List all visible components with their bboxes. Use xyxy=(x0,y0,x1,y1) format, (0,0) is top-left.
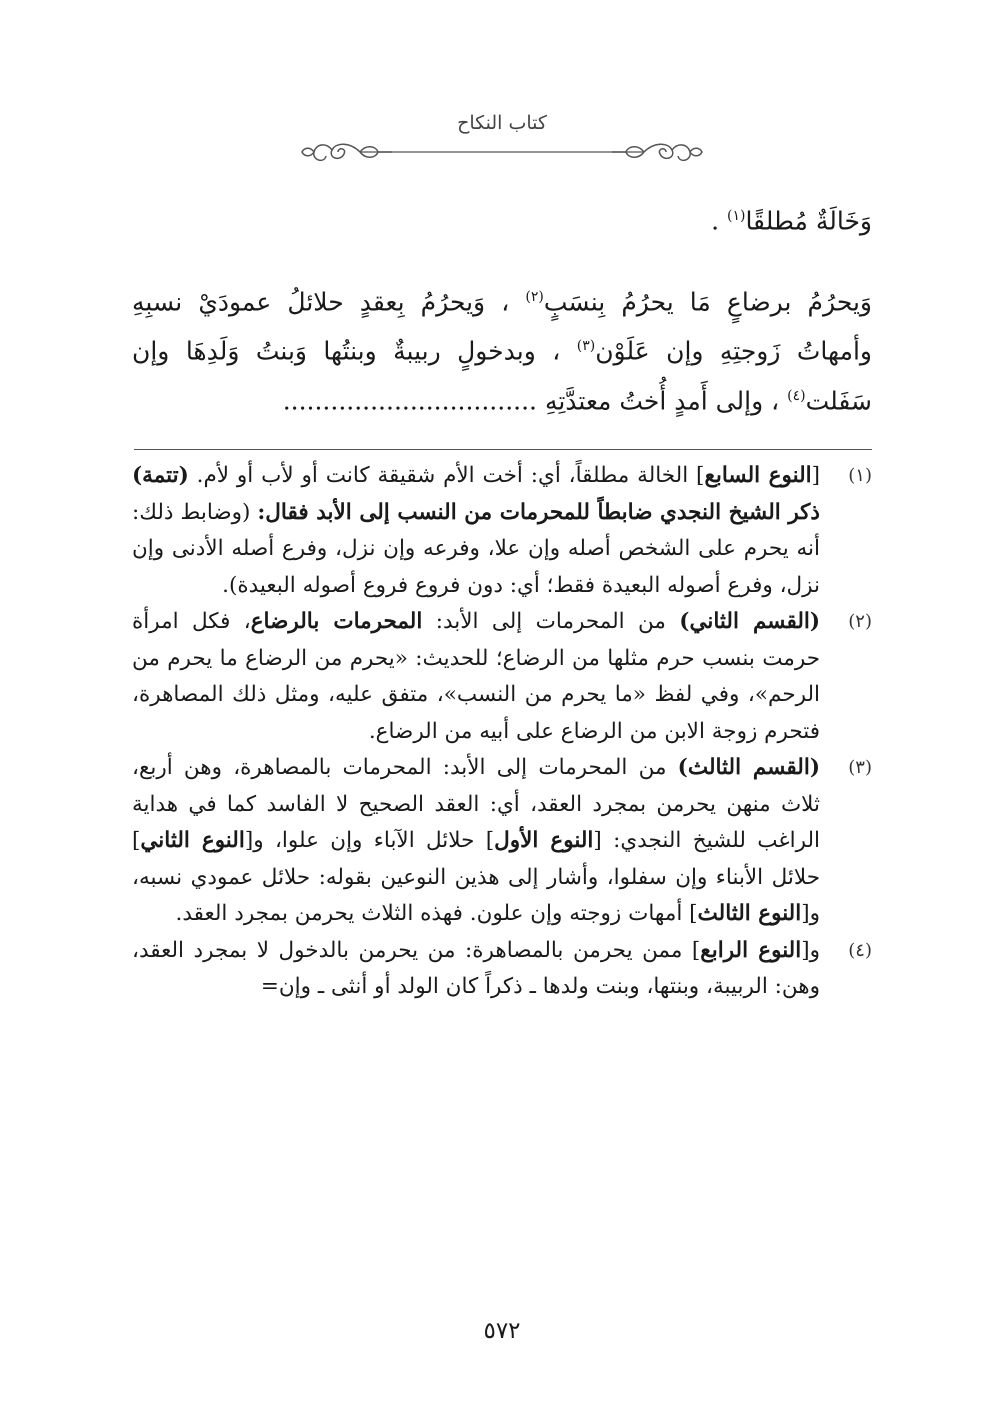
footnote-ref-3: (٣) xyxy=(576,338,596,355)
footnote-bold-text: النوع الأول xyxy=(494,828,594,853)
footnote-number: (٢) xyxy=(848,611,872,632)
footnote-text: ] أمهات زوجته وإن علون. فهذه الثلاث يحرمن بمجرد العقد. xyxy=(175,901,698,926)
footnote-text: ، فكل امرأة حرمت بنسب حرم مثلها من الرضاع؛ للحديث: «يحرم من الرضاع ما يحرم من الرحم»، وفي لفظ «ما يحرم من النسب»، متفق عليه، ومثل ذلك المصاهرة، فتحرم زوجة الابن من الرضاع على أبيه من الرضاع. xyxy=(132,609,820,744)
footnote-text: من المحرمات إلى الأبد: xyxy=(422,609,680,634)
page-number: ٥٧٢ xyxy=(483,1318,521,1344)
footnote xyxy=(132,604,872,750)
footnote-text: [ xyxy=(811,463,820,488)
header-title: كتاب النكاح xyxy=(457,112,547,134)
matn-text: وَخَالَةٌ مُطلقًا xyxy=(745,206,872,236)
footnote-text: ] حلائل الأبناء وإن سفلوا، وأشار إلى هذين النوعين بقوله: حلائل عمودي نسبه، و[ xyxy=(132,828,820,926)
matn-segment-c: ، وبدخولٍ ربيبةٌ وبنتُها وَبنتُ وَلَدِهَا وإن سَفَلت xyxy=(132,336,872,415)
footnote-text: ] حلائل الآباء وإن علوا، و[ xyxy=(244,828,495,853)
footnote-bold-text: النوع الثاني xyxy=(140,828,245,853)
footnote-text: ] الخالة مطلقاً، أي: أخت الأم شقيقة كانت أو لأب أو لأم. xyxy=(188,463,705,488)
footnote-bold-text: المحرمات بالرضاع xyxy=(250,609,423,634)
footnote-number: (٣) xyxy=(848,757,872,778)
footnote-bold-text: (تتمة) ذكر الشيخ النجدي ضابطاً للمحرمات من النسب إلى الأبد فقال: xyxy=(132,463,820,525)
footnote-text: و[ xyxy=(801,937,820,963)
footnote xyxy=(132,933,872,1006)
footnote-text: ] ممن يحرمن بالمصاهرة: من يحرمن بالدخول لا بمجرد العقد، وهن: الربيبة، وبنتها، وبنت ولدها ـ ذكراً كان الولد أو أنثى ـ وإن= xyxy=(132,937,820,999)
matn-paragraph xyxy=(132,275,872,423)
footnote-text: (وضابط ذلك: أنه يحرم على الشخص أصله وإن علا، وفرعه وإن نزل، وفرع أصله الأدنى وإن نزل، وفرع أصوله البعيدة فقط؛ أي: دون فروع فروع أصوله البعيدة). xyxy=(132,499,820,598)
footnote-text: من المحرمات إلى الأبد: المحرمات بالمصاهرة، وهن أربع، ثلاث منهن يحرمن بمجرد العقد، أي: العقد الصحيح لا الفاسد كما في هداية الراغب للشيخ النجدي: [ xyxy=(132,755,820,853)
footnote xyxy=(132,750,872,933)
footnote xyxy=(132,458,872,604)
decorative-ornament-icon xyxy=(300,134,704,170)
footnote-bold-text: النوع الرابع xyxy=(700,937,802,963)
footnotes xyxy=(132,458,872,1006)
matn-segment-a: وَيحرُمُ برضاعٍ مَا يحرُمُ بِنسَبٍ xyxy=(543,287,872,317)
footnote-ref-4: (٤) xyxy=(787,387,806,404)
footnote-ref-2: (٢) xyxy=(525,289,544,305)
matn-segment-b: ، وَيحرُمُ بِعقدٍ حلائلُ عمودَيْ نسبِهِ وأمهاتُ زَوجتِهِ وإن عَلَوْن xyxy=(132,287,872,366)
footnote-number: (٤) xyxy=(848,939,872,961)
continuation-dots: ................................ xyxy=(282,385,537,415)
footnote-bold-text: (القسم الثالث) xyxy=(677,755,820,780)
footnote-ref-1: (١) xyxy=(726,208,746,224)
footnote-separator xyxy=(134,449,872,450)
footnote-bold-text: النوع الثالث xyxy=(697,901,802,926)
footnote-bold-text: النوع السابع xyxy=(704,463,812,488)
matn-segment-d: ، وإلى أَمدٍ أُختُ معتدَّتِهِ xyxy=(544,385,780,415)
running-header xyxy=(300,104,704,164)
footnote-bold-text: (القسم الثاني) xyxy=(679,609,821,634)
matn-end-mark: . xyxy=(711,206,720,236)
matn-line-1 xyxy=(132,196,872,241)
footnote-number: (١) xyxy=(848,465,872,486)
